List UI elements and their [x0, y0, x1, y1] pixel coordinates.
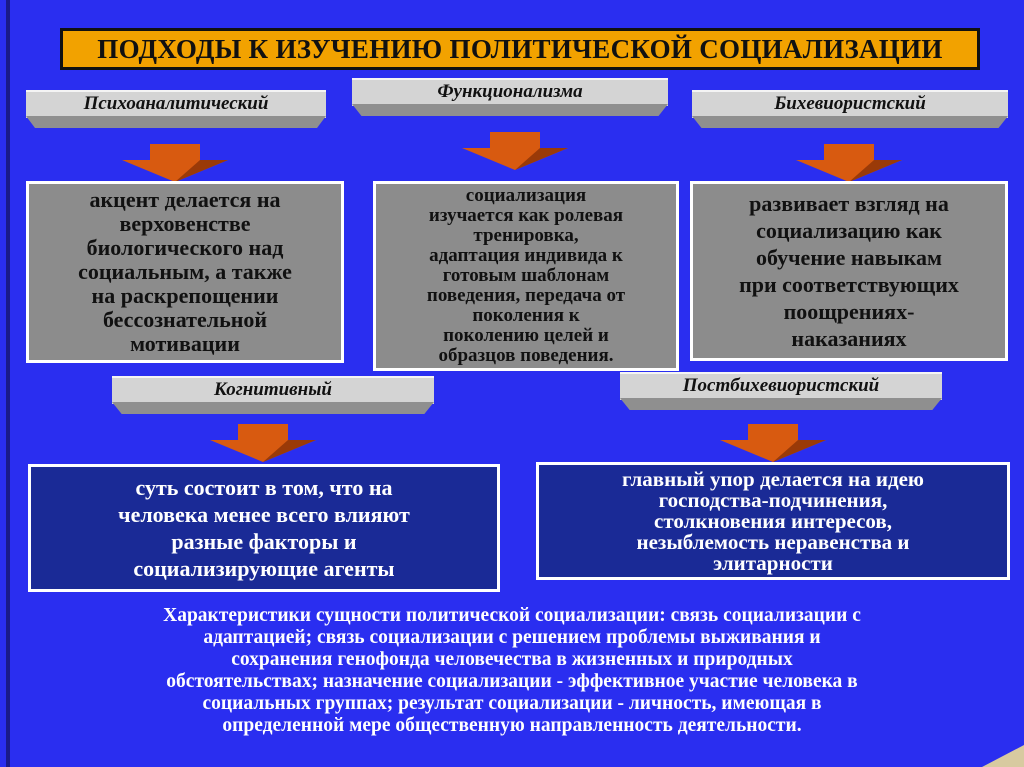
approach-label-postbehaviorist — [620, 372, 942, 410]
down-arrow-icon — [796, 144, 902, 182]
down-arrow-icon — [720, 424, 826, 462]
approach-label-text: Бихевиористский — [774, 93, 926, 114]
approach-description-text: главный упор делается на идею господства-подчинения, столкновения интересов, незыблемость неравенства и элитарности — [622, 466, 924, 575]
approach-description-text: акцент делается на верховенстве биологического над социальным, а также на раскрепощении бессознательной мотивации — [78, 187, 292, 356]
approach-label-functionalism — [352, 78, 668, 116]
approach-description-text: социализация изучается как ролевая тренировка, адаптация индивида к готовым шаблонам поведения, передача от поколения к поколению целей и образцов поведения. — [426, 185, 626, 366]
frame-left-border — [6, 0, 10, 767]
down-arrow-icon — [210, 424, 316, 462]
approach-description-postbehaviorist — [536, 462, 1010, 580]
down-arrow-icon — [462, 132, 568, 170]
approach-description-text: развивает взгляд на социализацию как обучение навыкам при соответствующих поощрениях- наказаниях — [739, 191, 959, 351]
approach-description-cognitive — [28, 464, 500, 592]
approach-label-text: Постбихевиористский — [682, 375, 880, 396]
approach-description-text: суть состоит в том, что на человека менее всего влияют разные факторы и социализирующие агенты — [118, 475, 410, 581]
characteristics-text: Характеристики сущности политической социализации: связь социализации с адаптацией; связь социализации с решением проблемы выживания и сохранения генофонда человечества в жизненных и природных обстоятельствах; назначение социализации - эффективное участие человека в социальных группах; результат социализации - личность, имеющая в определенной мере общественную направленность деятельности. — [163, 605, 861, 736]
approach-label-text: Когнитивный — [214, 379, 332, 400]
down-arrow-icon — [122, 144, 228, 182]
approach-description-behaviorist — [690, 181, 1008, 361]
page-title: ПОДХОДЫ К ИЗУЧЕНИЮ ПОЛИТИЧЕСКОЙ СОЦИАЛИЗАЦИИ — [60, 28, 980, 70]
approach-label-text: Психоаналитический — [83, 93, 269, 114]
corner-decoration — [982, 745, 1024, 767]
approach-label-psychoanalytic — [26, 90, 326, 128]
approach-label-text: Функционализма — [437, 81, 583, 102]
approach-label-behaviorist — [692, 90, 1008, 128]
approach-description-psychoanalytic — [26, 181, 344, 363]
approach-label-cognitive — [112, 376, 434, 414]
approach-description-functionalism — [373, 181, 679, 371]
